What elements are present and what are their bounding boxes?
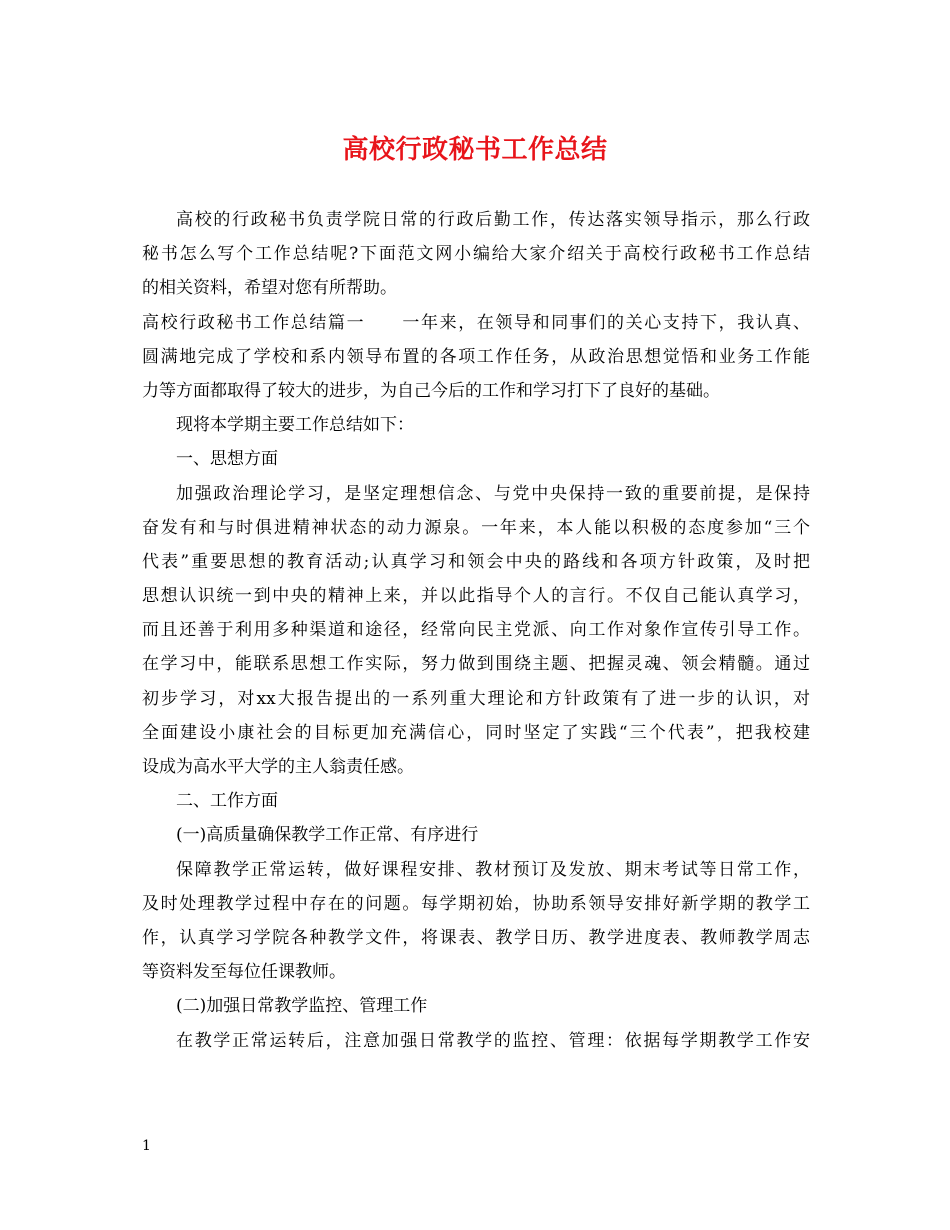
body-line: 全面建设小康社会的目标更加充满信心，同时坚定了实践“三个代表”，把我校建 <box>142 722 810 743</box>
page-number: 1 <box>142 1138 151 1154</box>
body-line: 等资料发至每位任课教师。 <box>142 962 346 983</box>
body-line: 高校的行政秘书负责学院日常的行政后勤工作，传达落实领导指示，那么行政 <box>176 210 810 230</box>
body-line: 保障教学正常运转，做好课程安排、教材预订及发放、期末考试等日常工作， <box>176 859 810 880</box>
body-line: 在学习中，能联系思想工作实际，努力做到围绕主题、把握灵魂、领会精髓。通过 <box>142 654 810 675</box>
body-line: 奋发有和与时俱进精神状态的动力源泉。一年来，本人能以积极的态度参加“三个 <box>142 517 810 538</box>
body-line: 加强政治理论学习，是坚定理想信念、与党中央保持一致的重要前提，是保持 <box>176 483 810 504</box>
section-heading: 一、思想方面 <box>176 449 278 470</box>
body-line: 在教学正常运转后，注意加强日常教学的监控、管理：依据每学期教学工作安 <box>176 1030 810 1051</box>
body-line: 思想认识统一到中央的精神上来，并以此指导个人的言行。不仅自己能认真学习， <box>142 586 810 607</box>
section-heading: 二、工作方面 <box>176 791 278 812</box>
document-body <box>142 203 810 1058</box>
body-line: 的相关资料，希望对您有所帮助。 <box>142 278 397 299</box>
body-line: 力等方面都取得了较大的进步，为自己今后的工作和学习打下了良好的基础。 <box>142 380 720 401</box>
body-line: 作，认真学习学院各种教学文件，将课表、教学日历、教学进度表、教师教学周志 <box>142 927 810 948</box>
body-line: 高校行政秘书工作总结篇一 一年来，在领导和同事们的关心支持下，我认真、 <box>142 312 810 333</box>
body-line: 代表”重要思想的教育活动;认真学习和领会中央的路线和各项方针政策，及时把 <box>142 551 810 572</box>
body-line: 而且还善于利用多种渠道和途径，经常向民主党派、向工作对象作宣传引导工作。 <box>142 620 810 641</box>
subsection-heading: (二)加强日常教学监控、管理工作 <box>176 996 428 1017</box>
body-line: 初步学习，对xx大报告提出的一系列重大理论和方针政策有了进一步的认识，对 <box>142 688 810 709</box>
body-line: 圆满地完成了学校和系内领导布置的各项工作任务，从政治思想觉悟和业务工作能 <box>142 346 810 367</box>
subsection-heading: (一)高质量确保教学工作正常、有序进行 <box>176 825 479 846</box>
body-line: 及时处理教学过程中存在的问题。每学期初始，协助系领导安排好新学期的教学工 <box>142 893 810 914</box>
body-line: 秘书怎么写个工作总结呢?下面范文网小编给大家介绍关于高校行政秘书工作总结 <box>142 244 810 265</box>
document-title: 高校行政秘书工作总结 <box>342 135 608 165</box>
body-line: 现将本学期主要工作总结如下： <box>176 415 414 436</box>
body-line: 设成为高水平大学的主人翁责任感。 <box>142 757 414 777</box>
